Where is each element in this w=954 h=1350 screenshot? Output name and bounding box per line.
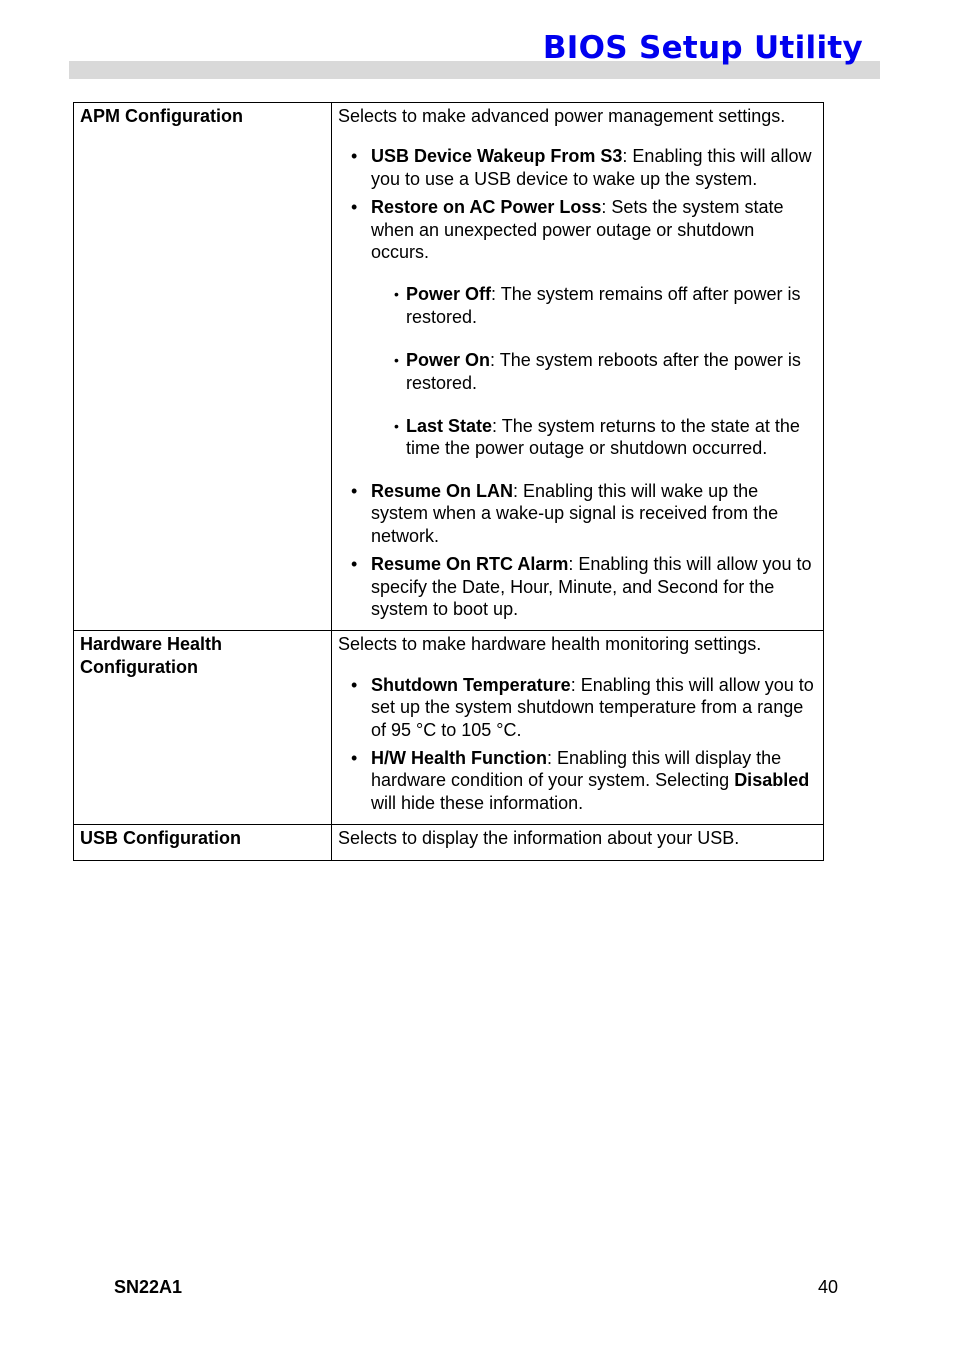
table-row-apm bbox=[74, 103, 824, 631]
option-text: : Enabling this will wake up the system when a wake-up signal is received from the network. bbox=[371, 480, 779, 546]
list-item bbox=[371, 480, 817, 547]
option-term: Disabled bbox=[734, 770, 810, 791]
setting-description bbox=[332, 825, 824, 860]
setting-label-line: Hardware Health bbox=[80, 634, 223, 655]
description-intro: Selects to make hardware health monitoring settings. bbox=[338, 634, 762, 655]
list-item bbox=[371, 553, 817, 620]
option-term: H/W Health Function bbox=[371, 747, 547, 768]
description-intro: Selects to make advanced power management settings. bbox=[338, 106, 786, 126]
description-intro: Selects to display the information about your USB. bbox=[338, 828, 740, 849]
option-term: Shutdown Temperature bbox=[371, 674, 571, 695]
option-term: Power Off bbox=[406, 284, 492, 305]
settings-table bbox=[73, 102, 824, 861]
option-text: : The system returns to the state at the time the power outage or shutdown occurred. bbox=[406, 416, 800, 459]
option-text: : Enabling this will allow you to use a USB device to wake up the system. bbox=[371, 146, 812, 189]
page-number: 40 bbox=[818, 1277, 839, 1297]
setting-label bbox=[74, 631, 332, 825]
option-text: : Sets the system state when an unexpected power outage or shutdown occurs. bbox=[371, 197, 784, 263]
setting-label: USB Configuration bbox=[74, 825, 332, 860]
table-row-hardware-health bbox=[74, 631, 824, 825]
option-text: : Enabling this will allow you to specify the Date, Hour, Minute, and Second for the system to boot up. bbox=[371, 554, 812, 619]
setting-label-line: Configuration bbox=[80, 656, 198, 677]
setting-description bbox=[332, 631, 824, 825]
list-item bbox=[406, 283, 817, 328]
option-text: will hide these information. bbox=[371, 792, 584, 813]
list-item bbox=[406, 349, 817, 394]
option-term: USB Device Wakeup From S3 bbox=[371, 146, 623, 167]
option-term: Last State bbox=[406, 416, 493, 437]
option-list bbox=[338, 145, 817, 620]
option-term: Resume On RTC Alarm bbox=[371, 554, 569, 575]
setting-description bbox=[332, 103, 824, 631]
option-term: Restore on AC Power Loss bbox=[371, 197, 602, 218]
option-list bbox=[338, 674, 817, 814]
list-item bbox=[371, 145, 817, 190]
list-item bbox=[406, 415, 817, 460]
footer-model-name: SN22A1 bbox=[114, 1277, 183, 1297]
page-title: BIOS Setup Utility bbox=[542, 30, 863, 66]
option-text: : The system remains off after power is restored. bbox=[406, 284, 801, 327]
option-term: Power On bbox=[406, 350, 491, 371]
list-item bbox=[371, 674, 817, 741]
sub-option-list bbox=[371, 283, 817, 459]
option-text: : Enabling this will display the hardware condition of your system. Selecting bbox=[371, 747, 782, 791]
option-text: : Enabling this will allow you to set up the system shutdown temperature from a range of 95 °C to 105 °C. bbox=[371, 674, 814, 740]
list-item bbox=[371, 196, 817, 460]
setting-label: APM Configuration bbox=[74, 103, 332, 631]
option-text: : The system reboots after the power is restored. bbox=[406, 350, 801, 393]
option-term: Resume On LAN bbox=[371, 480, 514, 501]
table-row-usb bbox=[74, 825, 824, 860]
list-item bbox=[371, 747, 817, 814]
